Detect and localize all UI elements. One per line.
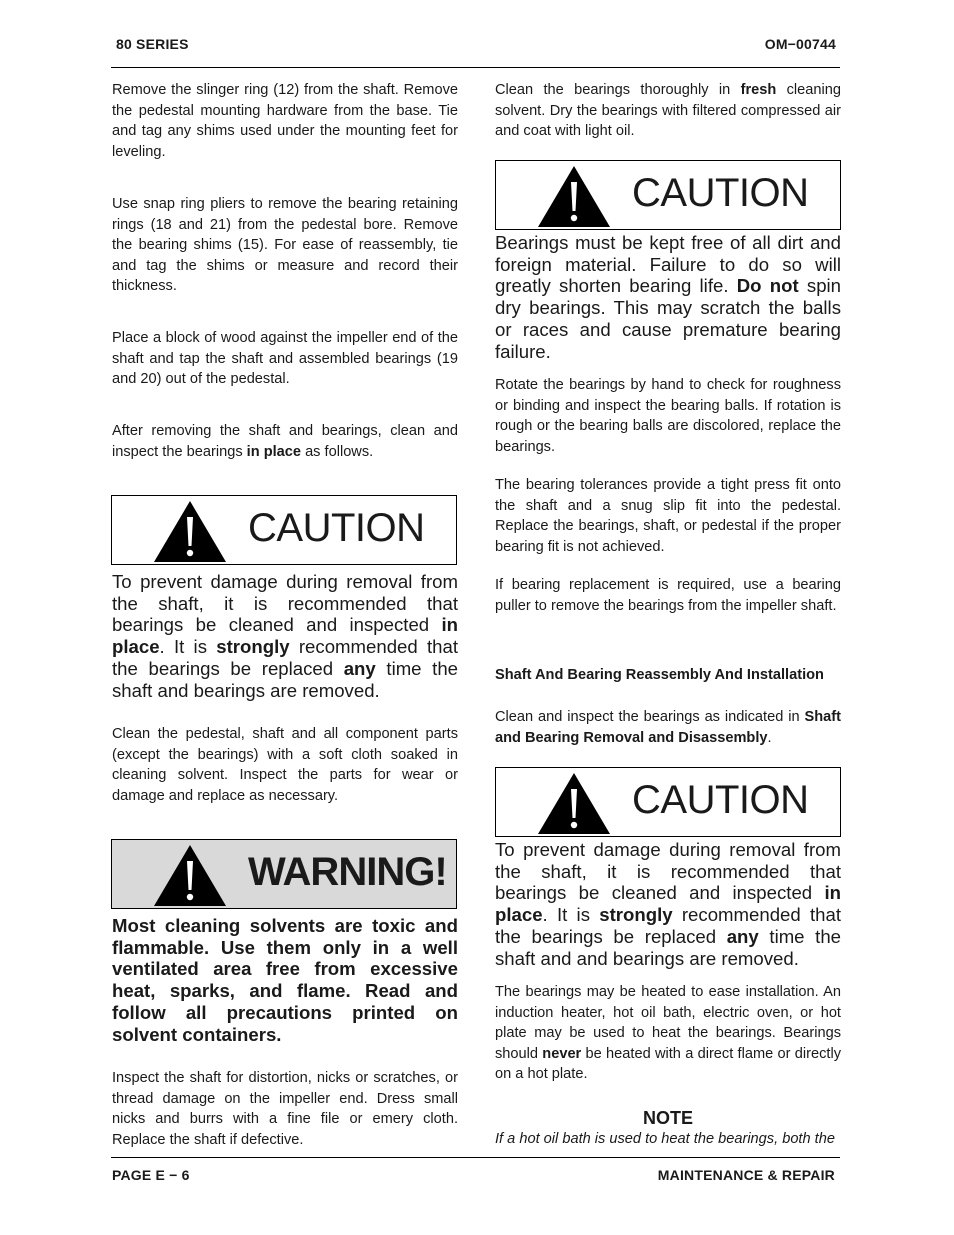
caution-box-3 bbox=[495, 767, 841, 837]
left-paragraph-5: Clean the pedestal, shaft and all component parts (except the bearings) with a soft cloth soaked in cleaning solvent. Inspect the parts for wear or damage and replace as necessary. bbox=[112, 726, 458, 804]
caution-label: CAUTION bbox=[632, 778, 809, 822]
left-paragraph-3: Place a block of wood against the impeller end of the shaft and tap the shaft and assembled bearings (19 and 20) out of the pedestal. bbox=[112, 330, 458, 388]
left-paragraph-6: Inspect the shaft for distortion, nicks or scratches, or thread damage on the impeller end. Dress small nicks and burrs with a fine file or emery cloth. Replace the shaft if defective. bbox=[112, 1070, 458, 1148]
caution-box-1 bbox=[111, 495, 457, 565]
header-series: 80 SERIES bbox=[116, 36, 189, 52]
left-paragraph-2: Use snap ring pliers to remove the bearing retaining rings (18 and 21) from the pedestal bore. Remove the bearing shims (15). For ease of reassembly, tie and tag the shims or measure and record their thickness. bbox=[112, 196, 458, 295]
exclamation-triangle-icon bbox=[152, 499, 228, 563]
section-heading: Shaft And Bearing Reassembly And Installation bbox=[495, 667, 824, 683]
caution-text-3: To prevent damage during removal from the shaft, it is recommended that bearings be cleaned and inspected in place. It is strongly recommended that the bearings be replaced any time the shaft and and bearings are removed. bbox=[495, 839, 842, 969]
footer-section: MAINTENANCE & REPAIR bbox=[657, 1167, 835, 1183]
right-paragraph-3: The bearing tolerances provide a tight press fit onto the shaft and a snug slip fit into the pedestal. Replace the bearings, shaft, or pedestal if the proper bearing fit is not achieved. bbox=[495, 477, 841, 555]
caution-text-1: To prevent damage during removal from the shaft, it is recommended that bearings be cleaned and inspected in place. It is strongly recommended that the bearings be replaced any time the shaft and bearings are removed. bbox=[112, 571, 459, 701]
warning-text: Most cleaning solvents are toxic and flammable. Use them only in a well ventilated area free from excessive heat, sparks, and flame. Read and follow all precautions printed on solvent containers. bbox=[112, 915, 458, 1045]
note-title: NOTE bbox=[642, 1108, 693, 1128]
warning-box bbox=[111, 839, 457, 909]
header-doc-number: OM−00744 bbox=[764, 36, 836, 52]
exclamation-triangle-icon bbox=[536, 771, 612, 835]
right-paragraph-5: Clean and inspect the bearings as indicated in Shaft and Bearing Removal and Disassembly. bbox=[495, 709, 841, 746]
caution-label: CAUTION bbox=[632, 171, 809, 215]
note-text: If a hot oil bath is used to heat the bearings, both the bbox=[495, 1131, 835, 1147]
footer-rule bbox=[111, 1157, 840, 1158]
left-paragraph-1: Remove the slinger ring (12) from the shaft. Remove the pedestal mounting hardware from the base. Tie and tag any shims used under the mounting feet for leveling. bbox=[112, 82, 458, 160]
footer-page-number: PAGE E − 6 bbox=[112, 1167, 190, 1183]
exclamation-triangle-icon bbox=[536, 164, 612, 228]
header-rule bbox=[111, 67, 840, 68]
right-paragraph-2: Rotate the bearings by hand to check for roughness or binding and inspect the bearing balls. If rotation is rough or the bearing balls are discolored, replace the bearings. bbox=[495, 377, 841, 455]
caution-label: CAUTION bbox=[248, 506, 425, 550]
right-paragraph-6: The bearings may be heated to ease installation. An induction heater, hot oil bath, electric oven, or hot plate may be used to heat the bearings. Bearings should never be heated with a direct flame or directly on a hot plate. bbox=[495, 984, 842, 1083]
warning-label: WARNING! bbox=[248, 850, 447, 894]
right-paragraph-1: Clean the bearings thoroughly in fresh cleaning solvent. Dry the bearings with filtered compressed air and coat with light oil. bbox=[495, 82, 841, 140]
caution-text-2: Bearings must be kept free of all dirt and foreign material. Failure to do so will greatly shorten bearing life. Do not spin dry bearings. This may scratch the balls or races and cause premature bearing failure. bbox=[495, 232, 842, 362]
exclamation-triangle-icon bbox=[152, 843, 228, 907]
caution-box-2 bbox=[495, 160, 841, 230]
right-paragraph-4: If bearing replacement is required, use a bearing puller to remove the bearings from the impeller shaft. bbox=[495, 577, 841, 614]
left-paragraph-4: After removing the shaft and bearings, clean and inspect the bearings in place as follows. bbox=[112, 423, 458, 460]
